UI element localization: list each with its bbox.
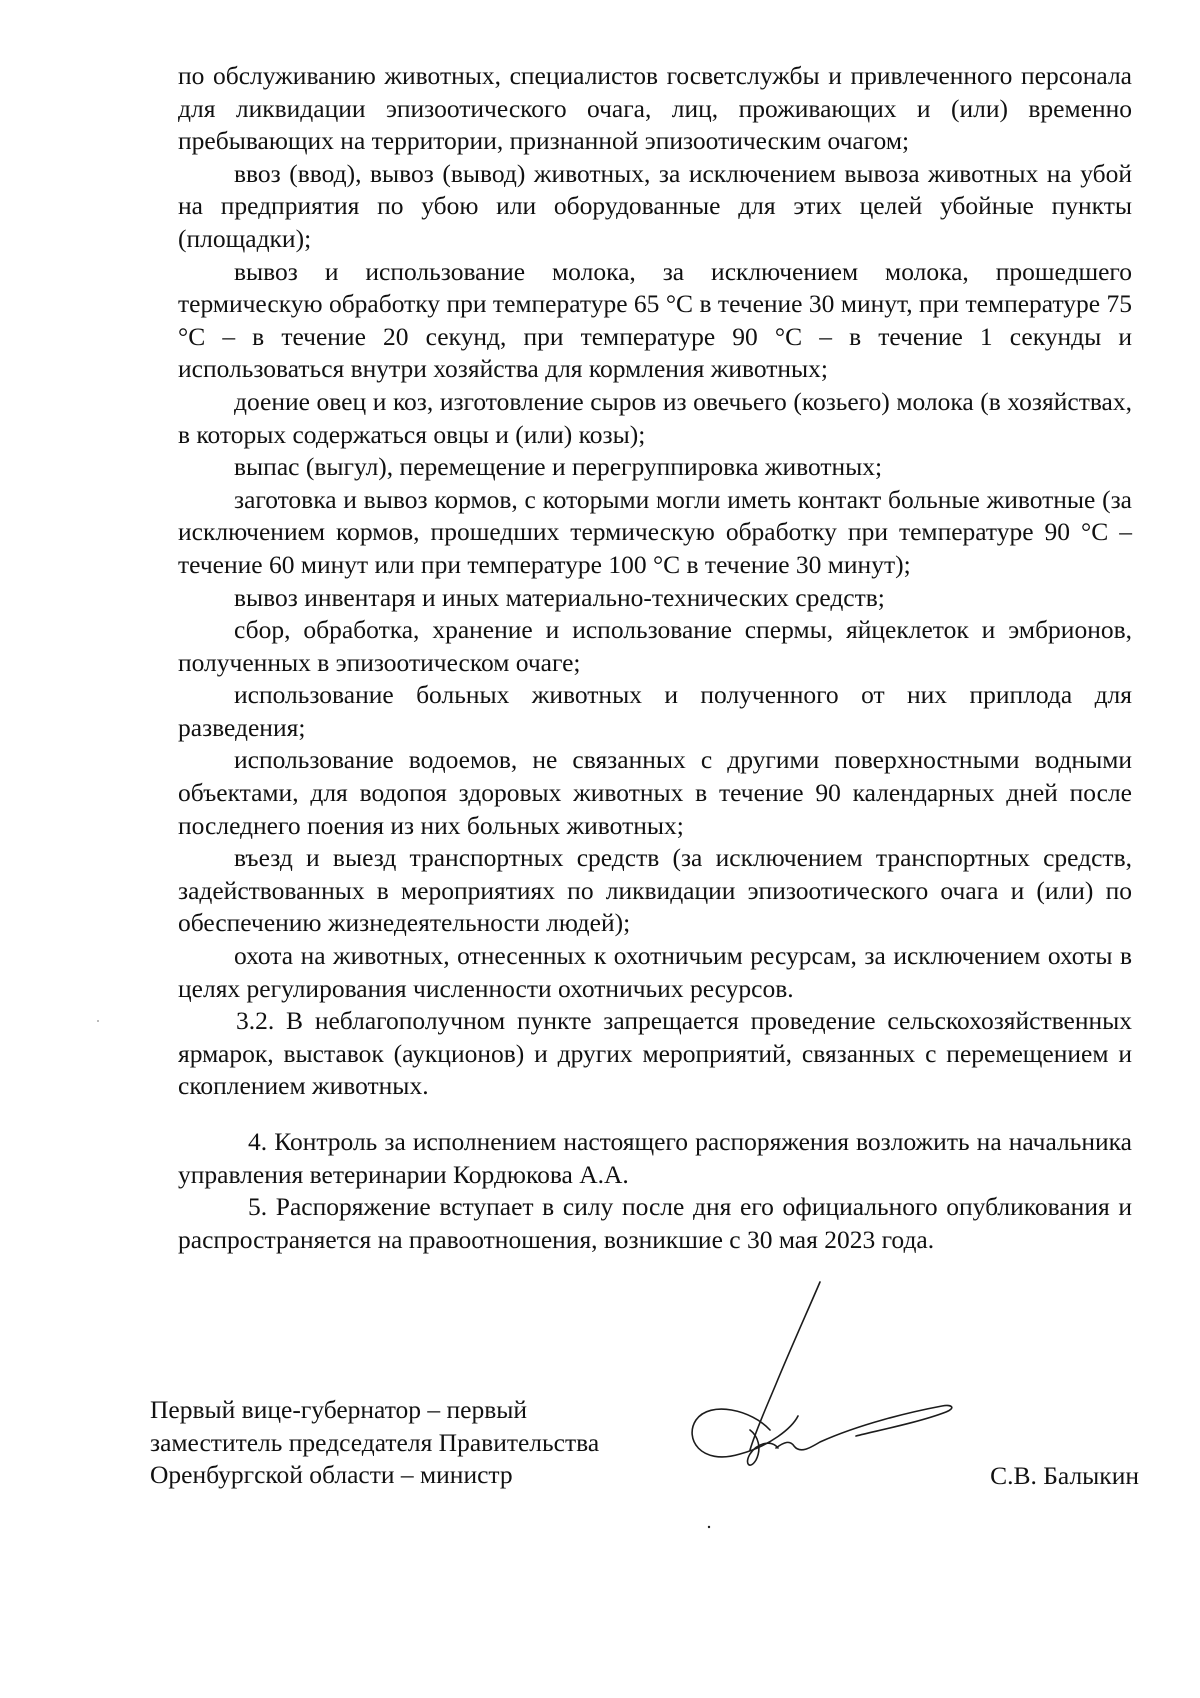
paragraph-water-bodies: использование водоемов, не связанных с другими поверхностными водными объектами, для водопоя здоровых животных в течение 90 календарных дней после последнего поения из них больных животных; — [178, 745, 1132, 840]
signatory-position-line: заместитель председателя Правительства — [150, 1427, 600, 1457]
document-body-final-clauses — [178, 1126, 1132, 1256]
handwritten-signature — [680, 1280, 990, 1530]
clause-4: 4. Контроль за исполнением настоящего распоряжения возложить на начальника управления ветеринарии Кордюкова А.А. — [178, 1127, 1132, 1189]
paragraph-breeding: использование больных животных и полученного от них приплода для разведения; — [178, 680, 1132, 742]
clause-3-2: 3.2. В неблагополучном пункте запрещается проведение сельскохозяйственных ярмарок, выставок (аукционов) и других мероприятий, связанных с перемещением и скоплением животных. — [178, 1006, 1132, 1101]
signatory-position-line: Первый вице-губернатор – первый — [150, 1395, 528, 1424]
document-body-restrictions — [178, 60, 1132, 1103]
paragraph-milk: вывоз и использование молока, за исключением молока, прошедшего термическую обработку при температуре 65 °С в течение 30 минут, при температуре 75 °С – в течение 20 секунд, при температуре 90 °С – в течение 1 секунды и использоваться внутри хозяйства для кормления животных; — [178, 256, 1132, 384]
paragraph-sperm-embryos: сбор, обработка, хранение и использование спермы, яйцеклеток и эмбрионов, полученных в эпизоотическом очаге; — [178, 615, 1132, 677]
clause-5: 5. Распоряжение вступает в силу после дня его официального опубликования и распространяется на правоотношения, возникшие с 30 мая 2023 года. — [178, 1192, 1132, 1254]
scan-speck — [97, 1020, 99, 1022]
signatory-position-line: Оренбургской области – министр — [150, 1460, 513, 1490]
paragraph-sheep-goats: доение овец и коз, изготовление сыров из овечьего (козьего) молока (в хозяйствах, в которых содержаться овцы и (или) козы); — [178, 386, 1132, 449]
paragraph-inventory: вывоз инвентаря и иных материально-технических средств; — [234, 582, 885, 612]
paragraph-grazing: выпас (выгул), перемещение и перегруппировка животных; — [234, 452, 883, 482]
paragraph-hunting: охота на животных, отнесенных к охотничьим ресурсам, за исключением охоты в целях регулирования численности охотничьих ресурсов. — [178, 941, 1132, 1003]
paragraph-vehicles: въезд и выезд транспортных средств (за исключением транспортных средств, задействованных в мероприятиях по ликвидации эпизоотического очага и (или) по обеспечению жизнедеятельности людей); — [178, 843, 1132, 938]
paragraph-personnel: по обслуживанию животных, специалистов госветслужбы и привлеченного персонала для ликвидации эпизоотического очага, лиц, проживающих и (или) временно пребывающих на территории, признанной эпизоотическим очагом; — [178, 61, 1132, 156]
signatory-position — [150, 1394, 710, 1492]
paragraph-feed: заготовка и вывоз кормов, с которыми могли иметь контакт больные животные (за исключением кормов, прошедших термическую обработку при температуре 90 °С – течение 60 минут или при температуре 100 °С в течение 30 минут); — [178, 484, 1132, 579]
paragraph-animal-movement: ввоз (ввод), вывоз (вывод) животных, за исключением вывоза животных на убой на предприятия по убою или оборудованные для этих целей убойные пункты (площадки); — [178, 158, 1132, 253]
signatory-name: С.В. Балыкин — [990, 1461, 1139, 1490]
